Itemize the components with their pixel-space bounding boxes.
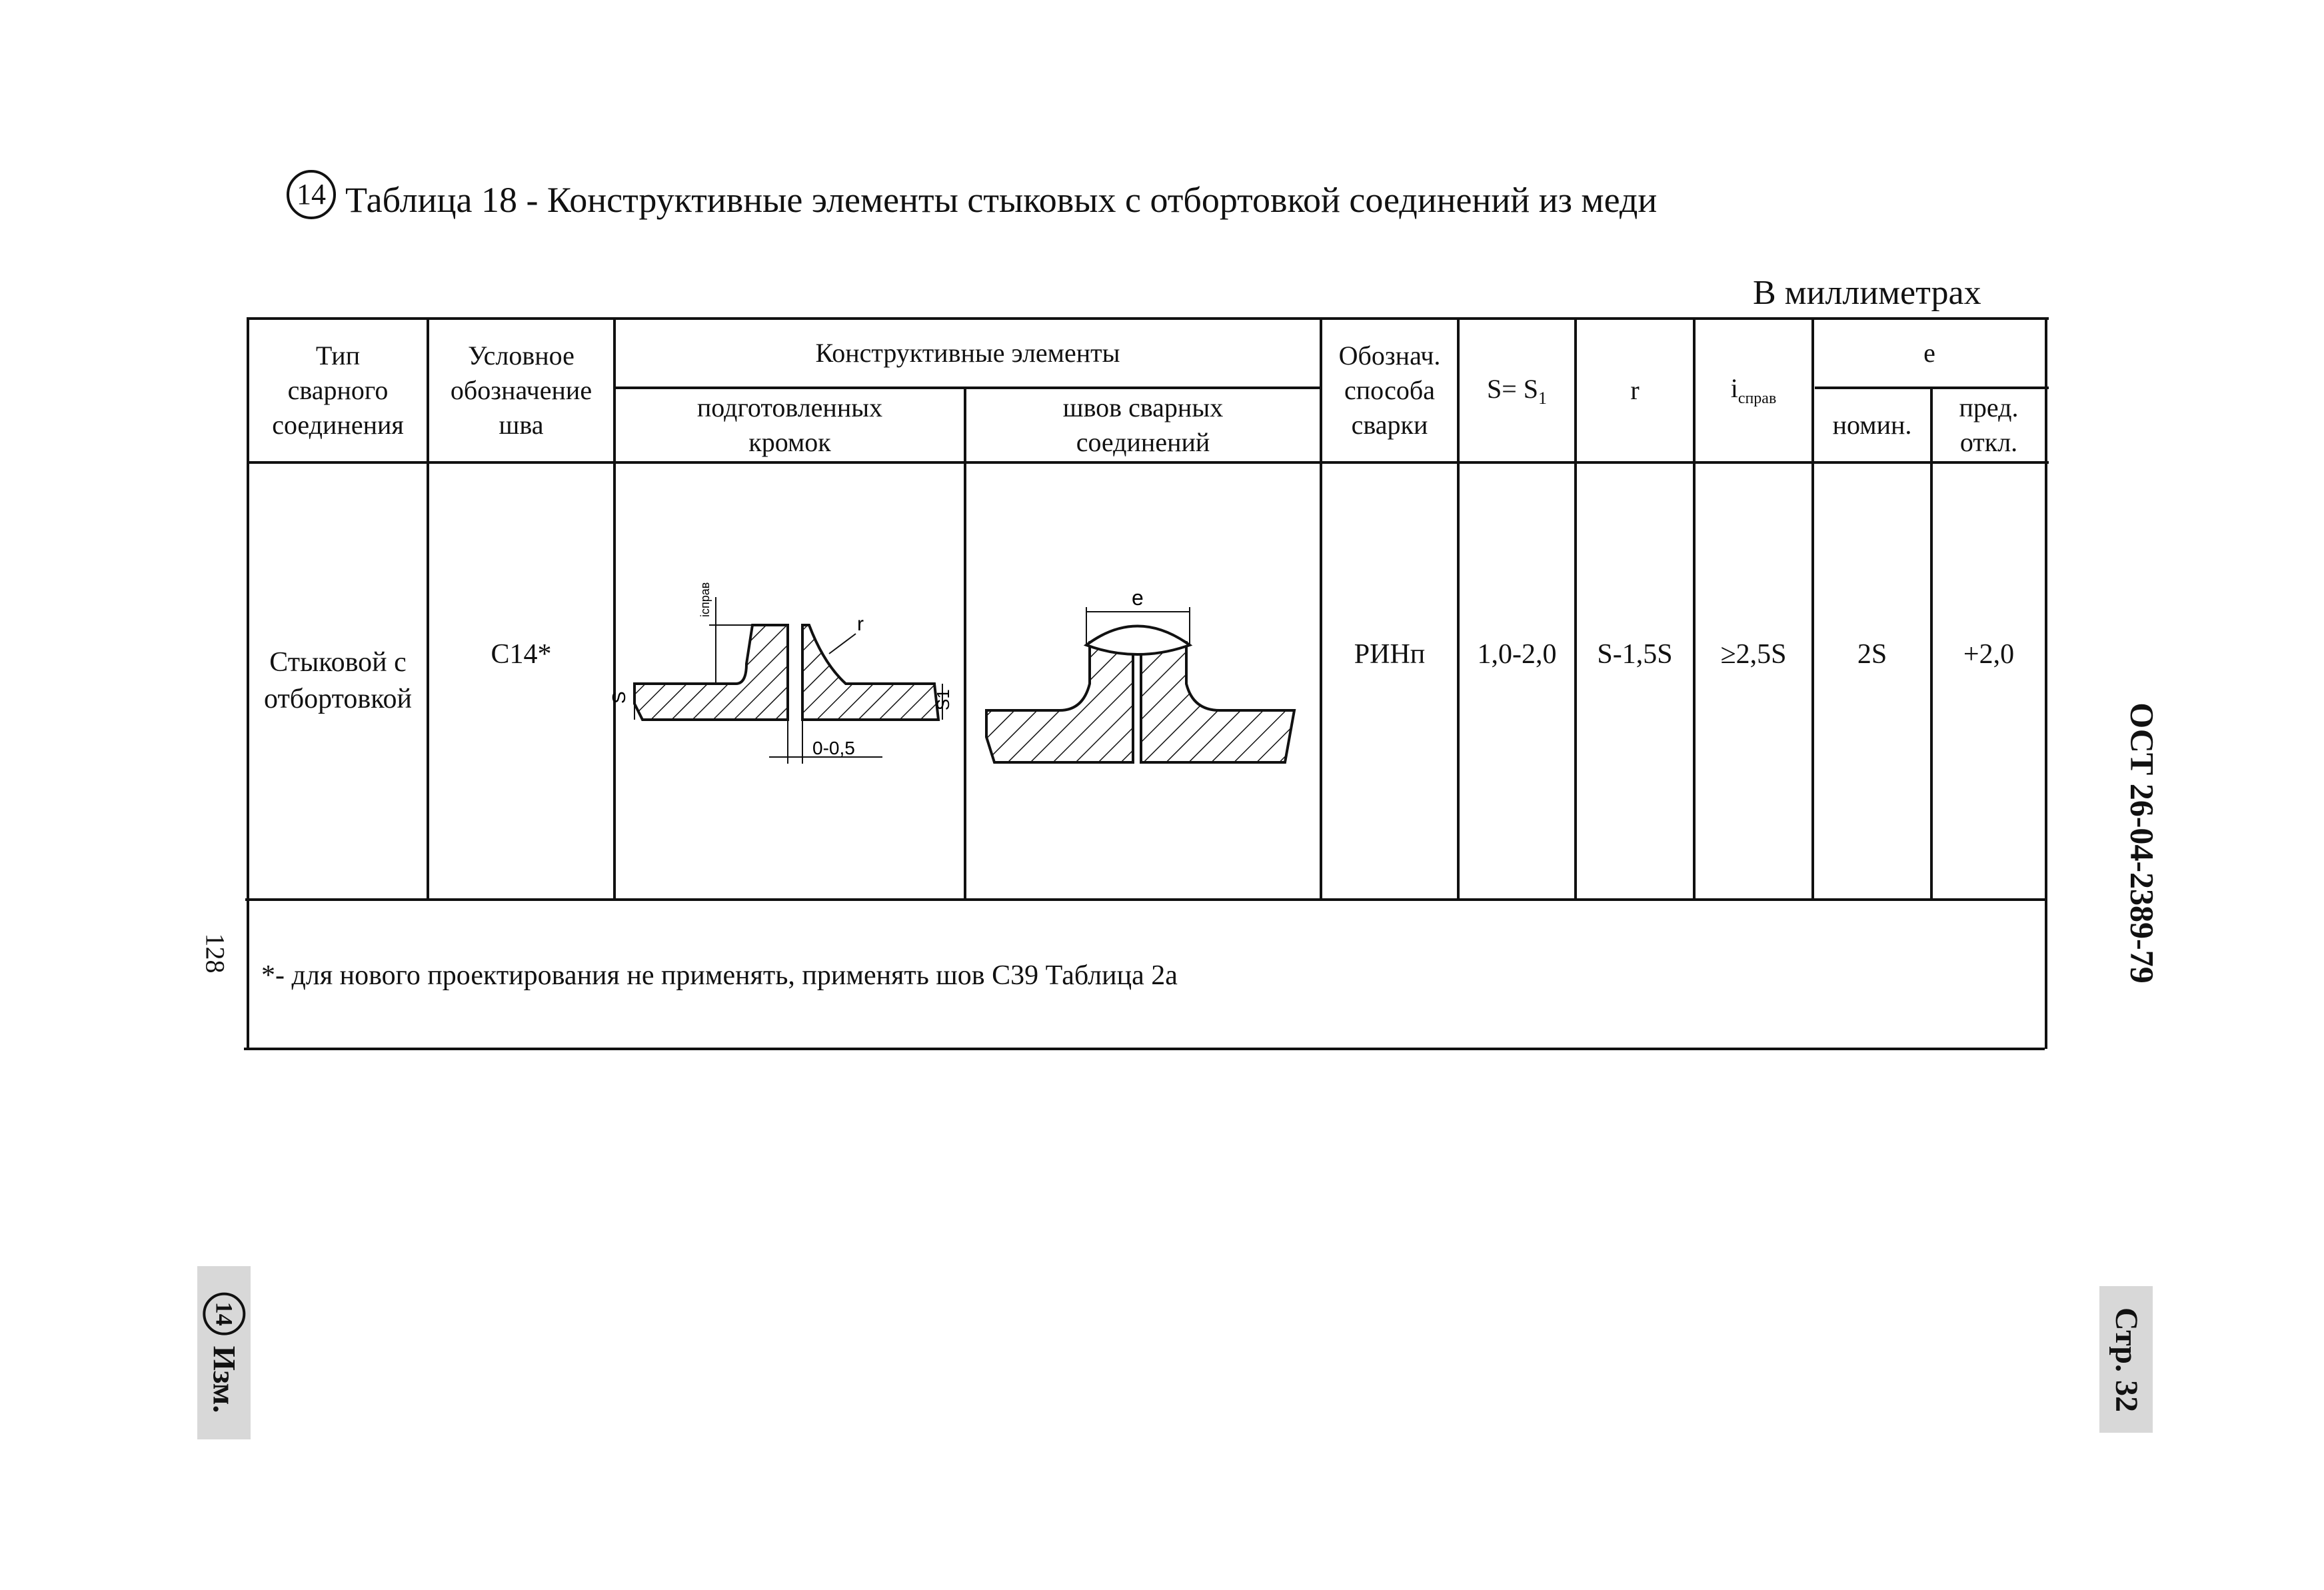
label-s1: S1 bbox=[933, 689, 953, 710]
left-flange bbox=[986, 640, 1133, 762]
weld-bead bbox=[1086, 626, 1190, 655]
revision-mark: 14 bbox=[287, 170, 336, 219]
weld-seam-drawing bbox=[966, 464, 1320, 898]
header-elements: Конструктивные элементы bbox=[815, 338, 1120, 368]
prepared-edges-drawing bbox=[608, 464, 964, 898]
cell-welding-method: РИНп bbox=[1354, 638, 1426, 670]
header-designation: Условное обозначение шва bbox=[450, 341, 592, 440]
label-gap: 0-0,5 bbox=[812, 738, 855, 758]
standard-code: ОСТ 26-04-2389-79 bbox=[2124, 702, 2162, 984]
header-s-subscript: 1 bbox=[1538, 388, 1548, 408]
table-border-right bbox=[2045, 317, 2047, 1049]
header-e-tolerance: пред. откл. bbox=[1959, 393, 2019, 457]
header-s: $S= S_1$ bbox=[1486, 373, 1548, 408]
title-text: Таблица 18 - Конструктивные элементы стыковых с отбортовкой соединений из меди bbox=[345, 180, 1658, 220]
cell-joint-type: Стыковой с отбортовкой bbox=[264, 647, 412, 714]
header-joint-type: Тип сварного соединения bbox=[272, 341, 404, 440]
label-i: iсправ bbox=[698, 582, 712, 617]
header-welding-method: Обознач. способа сварки bbox=[1338, 341, 1441, 440]
cell-e-tolerance: +2,0 bbox=[1963, 638, 2015, 670]
header-e-nominal: номин. bbox=[1832, 410, 1912, 440]
header-weld-seams: швов сварных соединений bbox=[1062, 393, 1224, 457]
left-plate bbox=[634, 625, 788, 720]
footnote: *- для нового проектирования не применять, применять шов С39 Таблица 2а bbox=[261, 960, 1178, 991]
revision-stamp-label: Изм. bbox=[206, 1345, 242, 1413]
header-prepared-edges: подготовленных кромок bbox=[696, 393, 883, 457]
table-border-bottom bbox=[244, 1048, 2045, 1050]
label-r: r bbox=[857, 613, 864, 635]
header-i: $i_{справ}$ bbox=[1730, 373, 1777, 408]
header-r: r bbox=[1630, 375, 1640, 405]
sheet-number: Стр. 32 bbox=[2099, 1286, 2153, 1433]
label-e: e bbox=[1132, 586, 1144, 610]
cell-e-nominal: 2S bbox=[1857, 638, 1887, 670]
table-title bbox=[287, 170, 1657, 221]
cell-i: ≥2,5S bbox=[1720, 638, 1787, 670]
header-i-subscript: справ bbox=[1738, 390, 1777, 408]
right-plate bbox=[802, 625, 938, 720]
label-s: S bbox=[608, 691, 629, 704]
r-leader bbox=[829, 634, 856, 654]
header-e: e bbox=[1923, 338, 1935, 368]
cell-s: 1,0-2,0 bbox=[1477, 638, 1557, 670]
page-number: 128 bbox=[200, 933, 231, 973]
revision-stamp bbox=[197, 1266, 251, 1439]
cell-r: S-1,5S bbox=[1597, 638, 1673, 670]
right-flange bbox=[1141, 640, 1294, 762]
units-label: В миллиметрах bbox=[1753, 274, 1981, 312]
revision-stamp-mark: 14 bbox=[203, 1293, 245, 1335]
cell-designation: С14* bbox=[491, 638, 552, 670]
table-row-bottom bbox=[245, 898, 2046, 901]
